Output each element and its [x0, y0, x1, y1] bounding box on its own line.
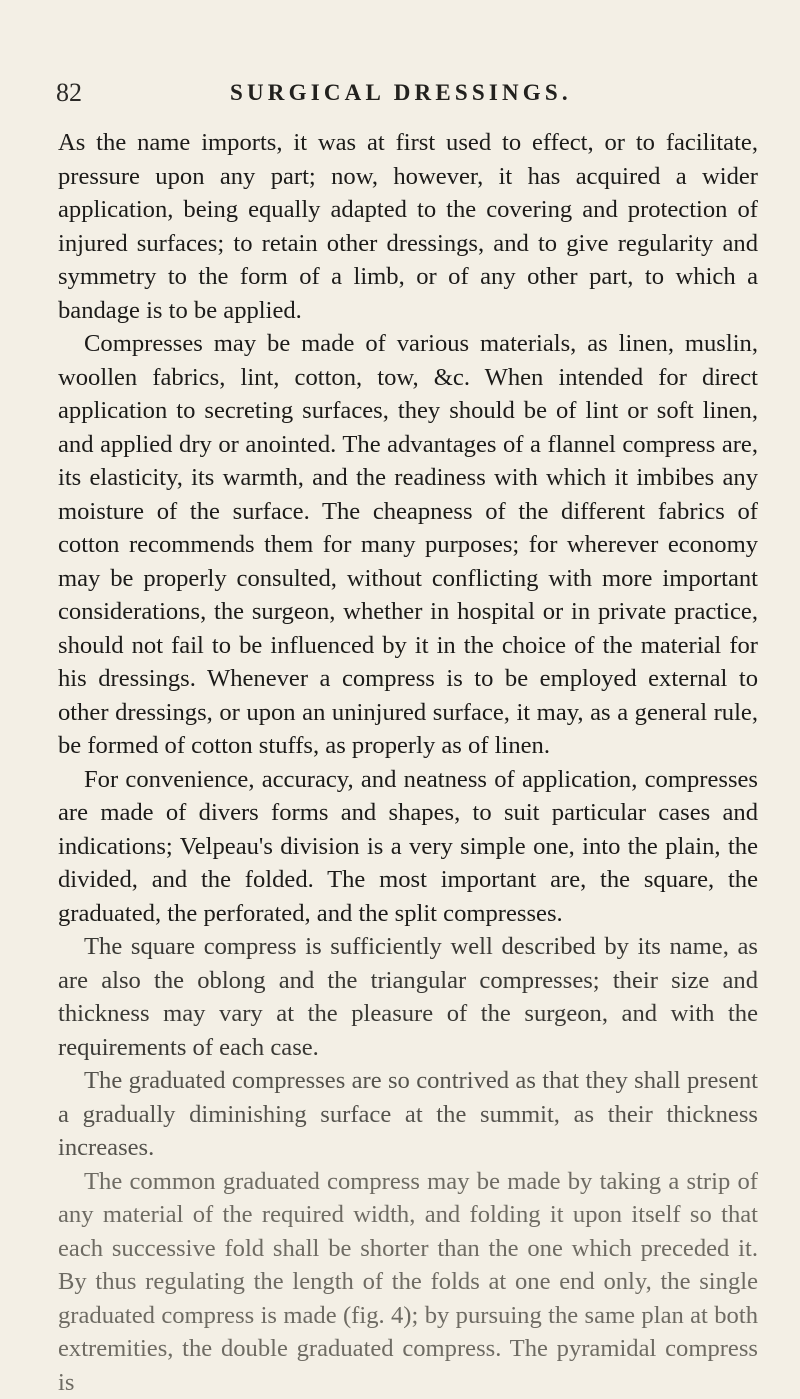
body-text	[58, 126, 758, 1399]
paragraph-compress-forms: For convenience, accuracy, and neatness of application, compresses are made of divers forms and shapes, to suit particular cases and indications; Velpeau's division is a very simple one, into the plain, the divided, and the folded. The most important are, the square, the graduated, the perforated, and the split compresses.	[58, 763, 758, 931]
paragraph-common-graduated-compress: The common graduated compress may be made by taking a strip of any material of the required width, and folding it upon itself so that each successive fold shall be shorter than the one which preceded it. By thus regulating the length of the folds at one end only, the single graduated compress is made (fig. 4); by pursuing the same plan at both extremities, the double graduated compress. The pyramidal compress is	[58, 1165, 758, 1399]
paragraph-square-compress: The square compress is sufficiently well described by its name, as are also the oblong and the triangular compresses; their size and thickness may vary at the pleasure of the surgeon, and with the requirements of each case.	[58, 930, 758, 1064]
running-head	[0, 78, 800, 108]
running-title: SURGICAL DRESSINGS.	[230, 80, 572, 106]
page-number: 82	[56, 78, 82, 108]
paragraph-graduated-compress: The graduated compresses are so contrived as that they shall present a gradually diminishing surface at the summit, as their thickness increases.	[58, 1064, 758, 1165]
paragraph-compress-purpose: As the name imports, it was at first used to effect, or to facilitate, pressure upon any part; now, however, it has acquired a wider application, being equally adapted to the covering and protection of injured surfaces; to retain other dressings, and to give regularity and symmetry to the form of a limb, or of any other part, to which a bandage is to be applied.	[58, 126, 758, 327]
paragraph-compress-materials: Compresses may be made of various materials, as linen, muslin, woollen fabrics, lint, cotton, tow, &c. When intended for direct application to secreting surfaces, they should be of lint or soft linen, and applied dry or anointed. The advantages of a flannel compress are, its elasticity, its warmth, and the readiness with which it imbibes any moisture of the surface. The cheapness of the different fabrics of cotton recommends them for many purposes; for wherever economy may be properly consulted, without conflicting with more important considerations, the surgeon, whether in hospital or in private practice, should not fail to be influenced by it in the choice of the material for his dressings. Whenever a compress is to be employed external to other dressings, or upon an uninjured surface, it may, as a general rule, be formed of cotton stuffs, as properly as of linen.	[58, 327, 758, 763]
